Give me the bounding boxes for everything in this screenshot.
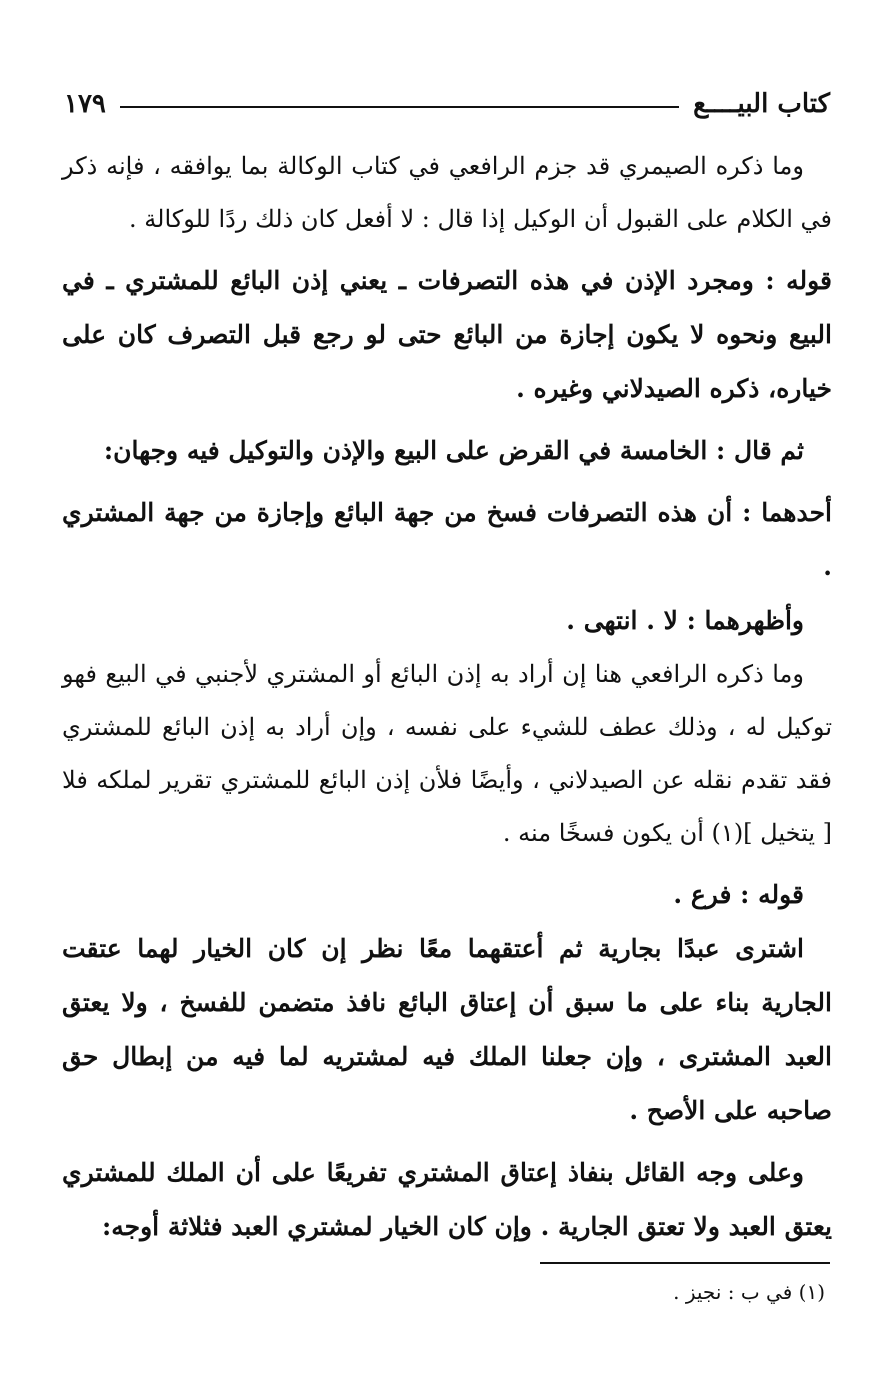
paragraph-quote: قوله : فرع . [673,880,804,909]
chapter-title: كتاب البيــــع [693,89,830,119]
paragraph-quote: ثم قال : الخامسة في القرض على البيع والإذن والتوكيل فيه وجهان: [103,436,804,465]
running-header [64,84,830,124]
body-text [62,140,832,1254]
paragraph-quote: وعلى وجه القائل بنفاذ إعتاق المشتري تفريعًا على أن الملك للمشتري يعتق العبد ولا تعتق الجارية . وإن كان الخيار لمشتري العبد فثلاثة أوجه: [62,1158,832,1241]
paragraph: وما ذكره الصيمري قد جزم الرافعي في كتاب الوكالة بما يوافقه ، فإنه ذكر في الكلام على القبول أن الوكيل إذا قال : لا أفعل كان ذلك ردًا للوكالة . [62,152,832,233]
footnote-separator [540,1262,830,1264]
paragraph-quote: قوله : ومجرد الإذن في هذه التصرفات ـ يعني إذن البائع للمشتري ـ في البيع ونحوه لا يكون إجازة من البائع حتى لو رجع قبل التصرف كان على خياره، ذكره الصيدلاني وغيره . [62,266,832,403]
paragraph: وما ذكره الرافعي هنا إن أراد به إذن البائع أو المشتري لأجنبي في البيع فهو توكيل له ، وذلك عطف للشيء على نفسه ، وإن أراد به إذن البائع للمشتري فقد تقدم نقله عن الصيدلاني ، وأيضًا فلأن إذن البائع للمشتري تقرير لملكه فلا [ يتخيل ](١) أن يكون فسخًا منه . [62,660,832,847]
paragraph-quote: أحدهما : أن هذه التصرفات فسخ من جهة البائع وإجازة من جهة المشتري . [62,498,832,581]
paragraph-quote: اشترى عبدًا بجارية ثم أعتقهما معًا نظر إن كان الخيار لهما عتقت الجارية بناء على ما سبق أن إعتاق البائع نافذ متضمن للفسخ ، ولا يعتق العبد المشترى ، وإن جعلنا الملك فيه لمشتريه لما فيه من إبطال حق صاحبه على الأصح . [62,934,832,1125]
header-rule [120,106,679,108]
footnote: (١) في ب : نجيز . [673,1280,825,1304]
page-number: ١٧٩ [64,89,106,119]
paragraph-quote: وأظهرهما : لا . انتهى . [566,606,804,635]
